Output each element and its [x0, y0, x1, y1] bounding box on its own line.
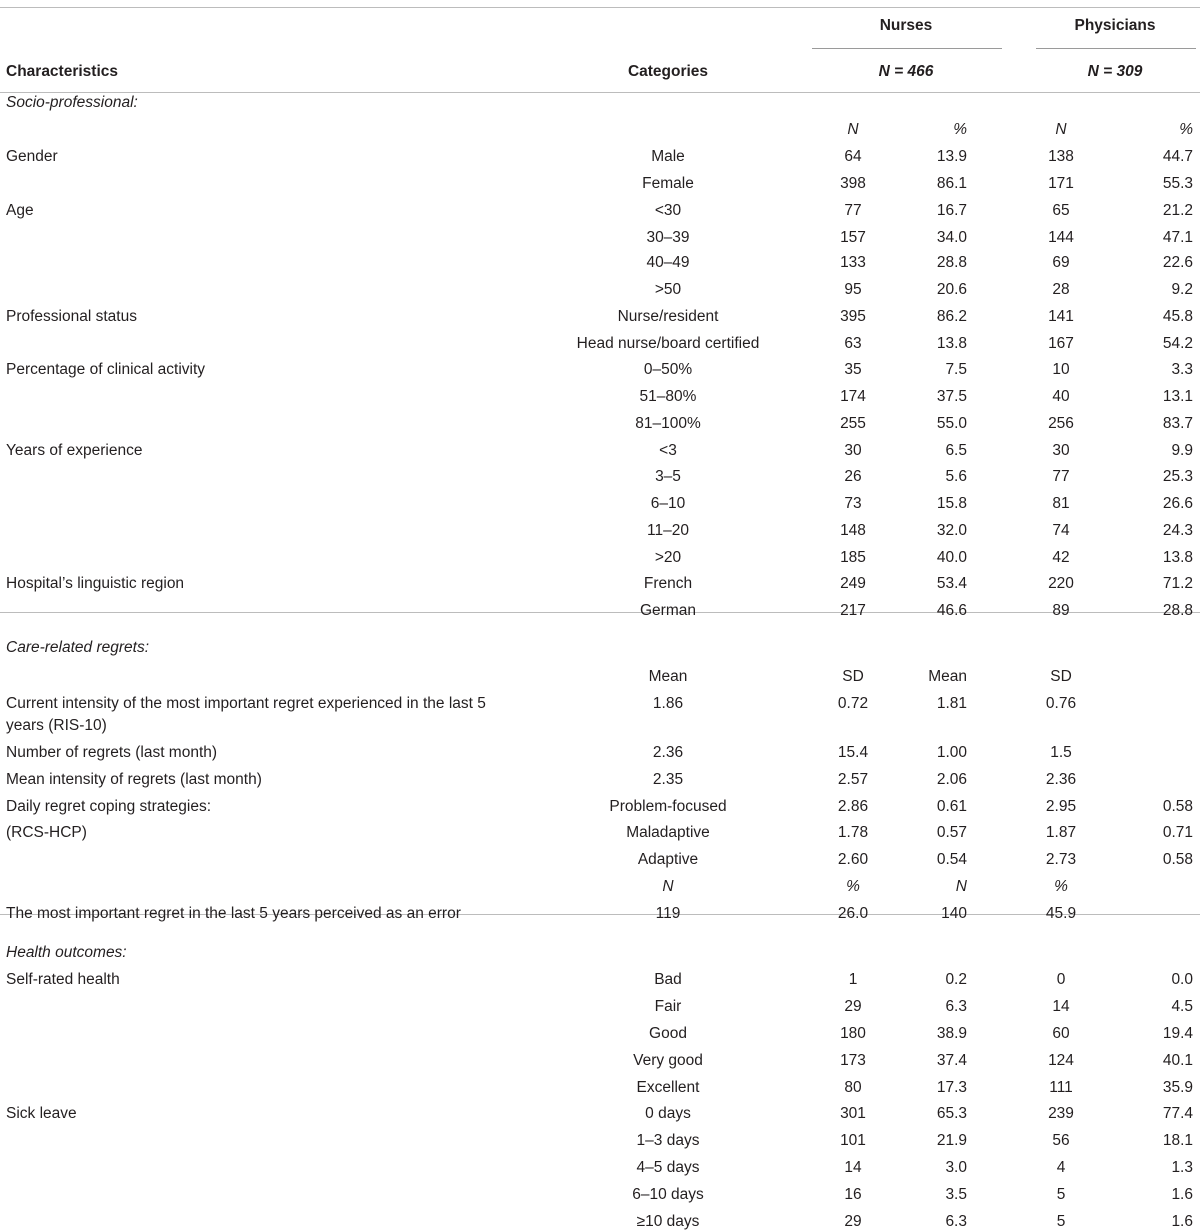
- value-cell: 40.0: [936, 549, 967, 566]
- value-cell: N: [1055, 121, 1067, 138]
- value-cell: 13.8: [936, 335, 967, 352]
- value-cell: %: [1179, 121, 1193, 138]
- row-label: Mean intensity of regrets (last month): [6, 771, 262, 788]
- value-cell: 30: [844, 442, 862, 459]
- value-cell: 35: [844, 361, 862, 378]
- value-cell: 1.00: [936, 744, 967, 761]
- value-cell: N: [955, 878, 967, 895]
- category-cell: N: [662, 878, 674, 895]
- value-cell: 29: [844, 1213, 862, 1230]
- value-cell: 32.0: [936, 522, 967, 539]
- value-cell: 45.8: [1162, 308, 1193, 325]
- value-cell: 37.4: [936, 1052, 967, 1069]
- value-cell: 185: [840, 549, 866, 566]
- value-cell: 0.54: [936, 851, 967, 868]
- value-cell: 56: [1052, 1132, 1070, 1149]
- value-cell: 0.61: [936, 798, 967, 815]
- category-cell: Maladaptive: [626, 824, 710, 841]
- table-top-rule: [0, 7, 1200, 8]
- header-bottom-rule: [0, 92, 1200, 93]
- value-cell: 7.5: [945, 361, 967, 378]
- value-cell: 0.58: [1162, 798, 1193, 815]
- value-cell: 157: [840, 229, 866, 246]
- value-cell: 26.6: [1162, 495, 1193, 512]
- value-cell: 138: [1048, 148, 1074, 165]
- characteristics-column-header: Characteristics: [6, 63, 119, 80]
- value-cell: 167: [1048, 335, 1074, 352]
- value-cell: 73: [844, 495, 862, 512]
- value-cell: 86.2: [936, 308, 967, 325]
- value-cell: 86.1: [936, 175, 967, 192]
- value-cell: 101: [840, 1132, 866, 1149]
- value-cell: 239: [1048, 1105, 1074, 1122]
- value-cell: 69: [1052, 254, 1070, 271]
- value-cell: 2.06: [936, 771, 967, 788]
- value-cell: 89: [1052, 602, 1070, 619]
- category-cell: 2.36: [652, 744, 684, 761]
- value-cell: 47.1: [1162, 229, 1193, 246]
- value-cell: 42: [1052, 549, 1070, 566]
- category-cell: 0 days: [645, 1105, 691, 1122]
- category-cell: 11–20: [647, 522, 689, 539]
- category-cell: 0–50%: [643, 361, 693, 378]
- value-cell: 2.86: [837, 798, 869, 815]
- value-cell: 28: [1052, 281, 1070, 298]
- value-cell: 44.7: [1162, 148, 1193, 165]
- category-cell: 4–5 days: [636, 1159, 700, 1176]
- value-cell: 2.36: [1045, 771, 1077, 788]
- value-cell: 220: [1048, 575, 1074, 592]
- value-cell: 74: [1052, 522, 1070, 539]
- row-label: Daily regret coping strategies:: [6, 798, 212, 815]
- value-cell: 21.2: [1162, 202, 1193, 219]
- row-label: Gender: [6, 148, 58, 165]
- value-cell: 17.3: [936, 1079, 967, 1096]
- value-cell: 144: [1048, 229, 1074, 246]
- value-cell: 60: [1052, 1025, 1070, 1042]
- value-cell: 174: [840, 388, 866, 405]
- value-cell: 1.78: [837, 824, 869, 841]
- section-heading: Socio-professional:: [6, 94, 138, 111]
- value-cell: 5.6: [945, 468, 967, 485]
- category-cell: Mean: [648, 668, 688, 685]
- value-cell: Mean: [928, 668, 967, 685]
- value-cell: 173: [840, 1052, 866, 1069]
- category-cell: 1.86: [652, 695, 684, 712]
- value-cell: 9.9: [1171, 442, 1193, 459]
- value-cell: 77: [844, 202, 862, 219]
- value-cell: 0.0: [1171, 971, 1193, 988]
- category-cell: 6–10 days: [632, 1186, 704, 1203]
- row-label: Years of experience: [6, 442, 143, 459]
- value-cell: 171: [1048, 175, 1074, 192]
- value-cell: 13.8: [1162, 549, 1193, 566]
- value-cell: 83.7: [1162, 415, 1193, 432]
- row-label: (RCS-HCP): [6, 824, 87, 841]
- value-cell: 65.3: [936, 1105, 967, 1122]
- category-cell: Good: [649, 1025, 687, 1042]
- value-cell: 3.5: [945, 1186, 967, 1203]
- value-cell: 71.2: [1162, 575, 1193, 592]
- value-cell: 20.6: [936, 281, 967, 298]
- value-cell: 2.60: [837, 851, 869, 868]
- category-cell: >50: [654, 281, 682, 298]
- row-label: Hospital’s linguistic region: [6, 575, 185, 592]
- value-cell: 395: [840, 308, 866, 325]
- value-cell: 148: [840, 522, 866, 539]
- row-label: Self-rated health: [6, 971, 120, 988]
- value-cell: 46.6: [936, 602, 967, 619]
- category-cell: <30: [654, 202, 682, 219]
- category-cell: 30–39: [646, 229, 690, 246]
- category-cell: 40–49: [646, 254, 690, 271]
- category-cell: Excellent: [636, 1079, 700, 1096]
- physicians-column-header: Physicians: [1074, 17, 1156, 34]
- value-cell: 0.2: [945, 971, 967, 988]
- value-cell: 1.87: [1045, 824, 1077, 841]
- nurses-column-header: Nurses: [879, 17, 933, 34]
- value-cell: 4: [1056, 1159, 1066, 1176]
- physicians-sample-size: N = 309: [1087, 63, 1143, 80]
- value-cell: 81: [1052, 495, 1070, 512]
- value-cell: 45.9: [1045, 905, 1077, 922]
- value-cell: %: [953, 121, 967, 138]
- value-cell: 0.76: [1045, 695, 1077, 712]
- value-cell: 124: [1048, 1052, 1074, 1069]
- value-cell: 1.5: [1050, 744, 1072, 761]
- value-cell: 30: [1052, 442, 1070, 459]
- value-cell: 255: [840, 415, 866, 432]
- value-cell: 10: [1052, 361, 1070, 378]
- value-cell: 256: [1048, 415, 1074, 432]
- value-cell: 0.58: [1162, 851, 1193, 868]
- value-cell: 26.0: [837, 905, 869, 922]
- category-cell: 2.35: [652, 771, 684, 788]
- value-cell: 35.9: [1162, 1079, 1193, 1096]
- category-cell: Male: [651, 148, 685, 165]
- value-cell: 80: [844, 1079, 862, 1096]
- value-cell: 0: [1056, 971, 1066, 988]
- value-cell: 2.73: [1045, 851, 1077, 868]
- value-cell: 6.3: [945, 1213, 967, 1230]
- value-cell: 2.57: [837, 771, 869, 788]
- value-cell: 19.4: [1162, 1025, 1193, 1042]
- value-cell: SD: [842, 668, 864, 685]
- value-cell: 34.0: [936, 229, 967, 246]
- value-cell: 111: [1049, 1079, 1073, 1096]
- value-cell: 28.8: [1162, 602, 1193, 619]
- row-label: Sick leave: [6, 1105, 77, 1122]
- category-cell: Female: [642, 175, 694, 192]
- category-cell: 81–100%: [635, 415, 701, 432]
- categories-column-header: Categories: [627, 63, 709, 80]
- value-cell: 180: [840, 1025, 866, 1042]
- category-cell: French: [643, 575, 693, 592]
- value-cell: 15.4: [837, 744, 869, 761]
- value-cell: 6.3: [945, 998, 967, 1015]
- section-heading: Health outcomes:: [6, 944, 127, 961]
- value-cell: 141: [1048, 308, 1074, 325]
- value-cell: 1.81: [936, 695, 967, 712]
- value-cell: 16.7: [936, 202, 967, 219]
- value-cell: 18.1: [1162, 1132, 1193, 1149]
- value-cell: 6.5: [945, 442, 967, 459]
- value-cell: 38.9: [936, 1025, 967, 1042]
- value-cell: 95: [844, 281, 862, 298]
- category-cell: 1–3 days: [636, 1132, 700, 1149]
- value-cell: 55.3: [1162, 175, 1193, 192]
- value-cell: 9.2: [1171, 281, 1193, 298]
- value-cell: N: [847, 121, 859, 138]
- value-cell: 5: [1056, 1213, 1066, 1230]
- physicians-header-rule: [1036, 48, 1196, 49]
- value-cell: 3.3: [1171, 361, 1193, 378]
- value-cell: 1.3: [1171, 1159, 1193, 1176]
- category-cell: 51–80%: [639, 388, 697, 405]
- value-cell: 15.8: [936, 495, 967, 512]
- value-cell: 24.3: [1162, 522, 1193, 539]
- value-cell: 21.9: [936, 1132, 967, 1149]
- value-cell: 28.8: [936, 254, 967, 271]
- value-cell: 1.6: [1171, 1186, 1193, 1203]
- row-label: The most important regret in the last 5 years perceived as an error: [6, 905, 461, 922]
- value-cell: 13.1: [1162, 388, 1193, 405]
- value-cell: 4.5: [1171, 998, 1193, 1015]
- value-cell: 65: [1052, 202, 1070, 219]
- value-cell: 13.9: [936, 148, 967, 165]
- value-cell: 25.3: [1162, 468, 1193, 485]
- category-cell: Adaptive: [637, 851, 699, 868]
- value-cell: 217: [840, 602, 866, 619]
- value-cell: 1.6: [1171, 1213, 1193, 1230]
- row-label: Professional status: [6, 308, 137, 325]
- category-cell: <3: [659, 442, 677, 459]
- value-cell: 140: [941, 905, 967, 922]
- value-cell: 16: [844, 1186, 862, 1203]
- value-cell: 53.4: [936, 575, 967, 592]
- value-cell: 14: [844, 1159, 862, 1176]
- value-cell: 0.72: [837, 695, 869, 712]
- value-cell: 40: [1052, 388, 1070, 405]
- value-cell: 22.6: [1162, 254, 1193, 271]
- value-cell: 37.5: [936, 388, 967, 405]
- row-label: Number of regrets (last month): [6, 744, 218, 761]
- row-label: Age: [6, 202, 34, 219]
- category-cell: 3–5: [655, 468, 681, 485]
- value-cell: 55.0: [936, 415, 967, 432]
- value-cell: %: [846, 878, 860, 895]
- value-cell: 26: [844, 468, 862, 485]
- row-label: Percentage of clinical activity: [6, 361, 206, 378]
- value-cell: 40.1: [1162, 1052, 1193, 1069]
- nurses-header-rule: [812, 48, 1002, 49]
- category-cell: >20: [654, 549, 682, 566]
- value-cell: 249: [840, 575, 866, 592]
- value-cell: 63: [844, 335, 862, 352]
- category-cell: Nurse/resident: [617, 308, 719, 325]
- value-cell: 14: [1052, 998, 1070, 1015]
- category-cell: 119: [655, 905, 681, 922]
- value-cell: 1: [848, 971, 858, 988]
- section-divider-regrets: [0, 612, 1200, 613]
- category-cell: Very good: [633, 1052, 703, 1069]
- value-cell: 301: [840, 1105, 866, 1122]
- value-cell: 2.95: [1045, 798, 1077, 815]
- value-cell: SD: [1050, 668, 1072, 685]
- value-cell: 398: [840, 175, 866, 192]
- category-cell: Head nurse/board certified: [576, 335, 760, 352]
- category-cell: 6–10: [650, 495, 686, 512]
- value-cell: %: [1054, 878, 1068, 895]
- row-label: Current intensity of the most important regret experienced in the last 5 years (RIS-10): [6, 695, 486, 734]
- category-cell: German: [640, 602, 696, 619]
- category-cell: Problem-focused: [609, 798, 727, 815]
- nurses-sample-size: N = 466: [878, 63, 934, 80]
- value-cell: 0.71: [1162, 824, 1193, 841]
- category-cell: ≥10 days: [636, 1213, 700, 1230]
- category-cell: Fair: [654, 998, 682, 1015]
- value-cell: 3.0: [945, 1159, 967, 1176]
- value-cell: 29: [844, 998, 862, 1015]
- section-heading: Care-related regrets:: [6, 639, 150, 656]
- category-cell: Bad: [654, 971, 682, 988]
- value-cell: 77.4: [1162, 1105, 1193, 1122]
- value-cell: 54.2: [1162, 335, 1193, 352]
- value-cell: 77: [1052, 468, 1070, 485]
- value-cell: 5: [1056, 1186, 1066, 1203]
- value-cell: 133: [840, 254, 866, 271]
- value-cell: 64: [844, 148, 862, 165]
- value-cell: 0.57: [936, 824, 967, 841]
